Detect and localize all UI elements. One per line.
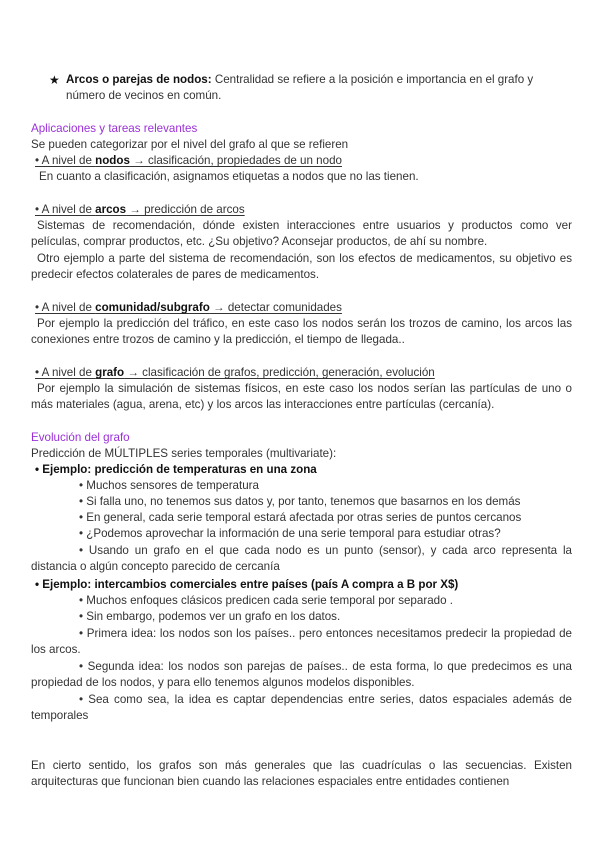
intro-text: Centralidad se refiere a la posición e importancia en el grafo y xyxy=(211,73,534,86)
example-2-item-wrapped: • Primera idea: los nodos son los países.. pero entonces necesitamos predecir la propiedad de los arcos. xyxy=(31,627,572,657)
example-1-item: • Muchos sensores de temperatura xyxy=(79,479,259,492)
example-2-title: • Ejemplo: intercambios comerciales entre países (país A compra a B por X$) xyxy=(35,578,459,591)
example-2-item-wrapped: • Segunda idea: los nodos son parejas de países.. de esta forma, lo que predecimos es una propiedad de los nodos, y para ello tenemos algunos modelos disponibles. xyxy=(31,660,572,690)
community-level-paragraph: Por ejemplo la predicción del tráfico, en este caso los nodos serán los trozos de camino, los arcos las conexiones entre trozos de camino y la predicción, el tiempo de llegada.. xyxy=(31,317,572,347)
subheading-arc-level: • A nivel de arcos → predicción de arcos xyxy=(35,203,245,216)
subheading-node-level: • A nivel de nodos → clasificación, propiedades de un nodo xyxy=(35,154,342,167)
intro-bold-label: Arcos o parejas de nodos: xyxy=(66,73,212,86)
arc-level-paragraph-1: Sistemas de recomendación, dónde existen interacciones entre usuarios y productos como ver películas, comprar productos, etc. ¿Su objetivo? Aconsejar productos, de ahí su nombre. xyxy=(31,219,572,249)
subheading-graph-level: • A nivel de grafo → clasificación de grafos, predicción, generación, evolución xyxy=(35,366,435,379)
section-title-evolution: Evolución del grafo xyxy=(31,431,130,444)
graph-level-paragraph: Por ejemplo la simulación de sistemas físicos, en este caso los nodos serían las partículas de uno o más materiales (agua, arena, etc) y los arcos las interacciones entre partículas (cercanía). xyxy=(31,382,572,412)
closing-paragraph: En cierto sentido, los grafos son más generales que las cuadrículas o las secuencias. Existen arquitecturas que funcionan bien cuando las relaciones espaciales entre entidades contienen xyxy=(31,759,572,789)
section-title-applications: Aplicaciones y tareas relevantes xyxy=(31,122,198,135)
example-1-item: • ¿Podemos aprovechar la información de una serie temporal para estudiar otras? xyxy=(79,527,501,540)
example-1-item: • En general, cada serie temporal estará afectada por otras series de puntos cercanos xyxy=(79,511,522,524)
example-1-item-wrapped: • Usando un grafo en el que cada nodo es un punto (sensor), y cada arco representa la distancia o algún concepto parecido de cercanía xyxy=(31,544,572,574)
example-2-item-wrapped: • Sea como sea, la idea es captar dependencias entre series, datos espaciales además de temporales xyxy=(31,693,572,723)
example-2-item: • Muchos enfoques clásicos predicen cada serie temporal por separado . xyxy=(79,594,453,607)
arc-level-paragraph-2: Otro ejemplo a parte del sistema de recomendación, son los efectos de medicamentos, su objetivo es predecir efectos colaterales de pares de medicamentos. xyxy=(31,252,572,282)
star-bullet-icon: ★ xyxy=(49,73,60,87)
section-intro-applications: Se pueden categorizar por el nivel del grafo al que se refieren xyxy=(31,138,349,151)
intro-text-line2: número de vecinos en común. xyxy=(66,89,222,103)
section-intro-evolution: Predicción de MÚLTIPLES series temporales (multivariate): xyxy=(31,447,337,460)
node-level-description: En cuanto a clasificación, asignamos etiquetas a nodos que no las tienen. xyxy=(39,170,419,183)
example-1-item: • Si falla uno, no tenemos sus datos y, por tanto, tenemos que basarnos en los demás xyxy=(79,495,521,508)
example-1-title: • Ejemplo: predicción de temperaturas en una zona xyxy=(35,463,317,476)
intro-paragraph xyxy=(66,72,572,105)
subheading-community-level: • A nivel de comunidad/subgrafo → detectar comunidades xyxy=(35,301,342,314)
example-2-item: • Sin embargo, podemos ver un grafo en los datos. xyxy=(79,610,341,623)
